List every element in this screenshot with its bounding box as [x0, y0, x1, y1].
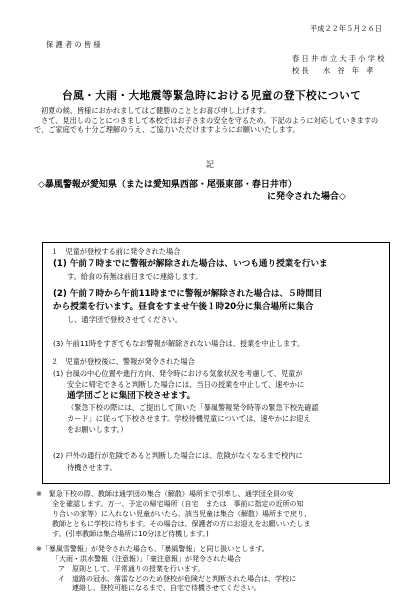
note-line-4: 教師とともに学校に待ちます。その場合は、保護者の方にお迎えをお願いいたしま	[52, 520, 311, 528]
s2-item1-line5: カード」に従って下校させます。学校待機児童については、速やかにお迎え	[67, 414, 311, 423]
note-line-1: ※ 緊急下校の際、教師は通学団の集合（解散）場所まで引率し、通学団全員の安	[36, 490, 294, 498]
s2-item1-line6: をお願いします。）	[67, 425, 128, 434]
note-line-10: 連絡し、登校可能になるまで、自宅で待機させてください。	[72, 584, 261, 592]
principal-name: 校 長 水 谷 年 孝	[292, 66, 374, 75]
note-line-7: 「大雨・洪水警報（注意報）」「豪注意報」が発令された場合	[52, 555, 241, 563]
s2-item1-line1: (1) 台風の中心位置や進行方向、発令時における気象状況を考慮して、児童が	[53, 369, 303, 378]
s2-item1-line4: （緊急下校の際には、ご提出して頂いた「暴風警報発令時等の緊急下校先確認	[67, 403, 319, 412]
s2-item2-line2: 待機させます。	[67, 463, 117, 472]
alert-heading-line1: ◇暴風警報が愛知県（または愛知県西部・尾張東部・春日井市）	[38, 180, 297, 190]
note-line-6: ※「暴風雪警報」が発令された場合も、「暴風警報」と同じ扱いとします。	[36, 545, 269, 553]
note-line-8: ア 原則として、平常通りの授業を行います。	[58, 565, 205, 573]
note-line-9: イ 道路の冠水、落雷などのため登校が危険だと判断された場合は、学校に	[58, 575, 296, 583]
intro-body: さて、見出しのことにつきまして本校ではお子さまの安全を守るため、下記のように対応していきますので、ご家庭でも十分ご理解のうえ、ご協力いただけますようにお願いいたします。	[34, 116, 379, 134]
section1-title: １ 児童が登校する前に発令された場合	[51, 247, 181, 256]
school-name: 春 日 井 市 立 大 手 小 学 校	[292, 54, 385, 63]
s1-item2-line3: し、通学団で登校させてください。	[67, 315, 183, 324]
date: 平成２２年５月２６日	[310, 24, 382, 33]
s1-item1-line1: (1) 午前７時までに警報が解除された場合は、いつも通り授業を行いま	[53, 259, 328, 269]
recipient: 保 護 者 の 皆 様	[46, 40, 101, 49]
s2-item1-line3: 通学団ごとに集団下校させます。	[67, 391, 196, 401]
note-line-2: 全を確認します。万一、予定の帰宅場所（自宅 または 事前に指定の近所の知	[52, 500, 304, 508]
s2-item1-line2: 安全に帰宅できると判断した場合には、当日の授業を中止して、速やかに	[67, 380, 305, 389]
s1-item1-line2: す。給食の有無は前日までに連絡します。	[67, 272, 203, 281]
document-title: 台風・大雨・大地震等緊急時における児童の登下校について	[62, 90, 362, 102]
note-line-3: り合いの家等）に入れない児童がいたら、該当児童は集合（解散）場所まで戻り、	[52, 510, 311, 518]
intro-greeting: 初夏の候、皆様におかれましてはご健勝のこととお喜び申し上げます。	[41, 106, 271, 115]
s1-item2-line2: から授業を行います。昼食をすませ午後１時20分に集合場所に集合	[53, 302, 314, 312]
s2-item2-line1: (2) 戸外の通行が危険であると判断した場合には、危険がなくなるまで校内に	[53, 451, 303, 460]
section2-title: ２ 児童が登校後に、警報が発令された場合	[51, 357, 195, 366]
note-line-5: す。(引率教師は集合場所に10分ほど待機します。)	[52, 530, 209, 538]
s1-item2-line1: (2) 午前７時から午前11時までに警報が解除された場合は、５時間目	[53, 289, 323, 299]
s1-item3: (3) 午前11時をすぎてもなお警報が解除されない場合は、授業を中止します。	[53, 339, 305, 348]
ki-heading: 記	[206, 160, 214, 169]
procedures-box	[42, 242, 390, 484]
alert-heading-line2: に発令された場合◇	[267, 192, 346, 202]
